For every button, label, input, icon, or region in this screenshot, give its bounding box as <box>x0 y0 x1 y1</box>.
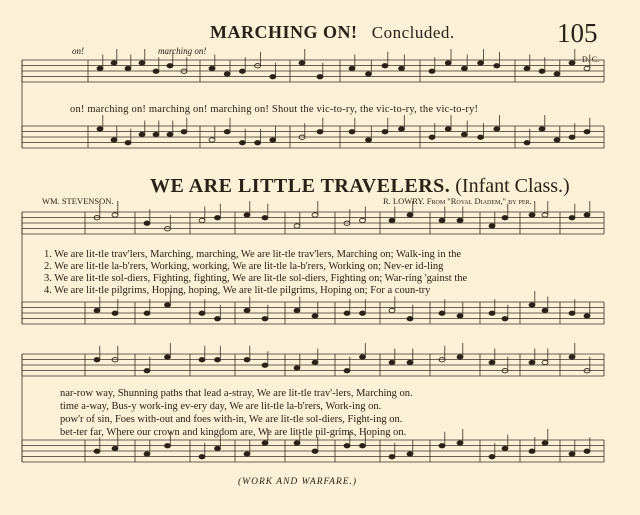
note-head <box>239 141 245 145</box>
note-head <box>199 311 205 315</box>
verse-3b: pow'r of sin, Foes with-out and foes with-in, We are lit-tle sol-diers, Fight-ing on. <box>60 414 403 425</box>
note-head <box>112 311 118 315</box>
note-head <box>584 66 590 70</box>
note-head <box>542 308 548 312</box>
note-head <box>94 308 100 312</box>
note-head <box>199 218 205 222</box>
note-head <box>569 216 575 220</box>
note-head <box>360 355 366 359</box>
note-head <box>144 311 150 315</box>
title-main-2: WE ARE LITTLE TRAVELERS. <box>150 175 451 197</box>
note-head <box>112 446 118 450</box>
note-head <box>554 72 560 76</box>
note-head <box>244 358 250 362</box>
note-head <box>439 311 445 315</box>
note-head <box>542 441 548 445</box>
footer-caption: (WORK AND WARFARE.) <box>238 477 358 487</box>
note-head <box>270 75 276 79</box>
note-head <box>97 66 103 70</box>
note-head <box>382 130 388 134</box>
verse-4b: bet-ter far, Where our crown and kingdom are, We are lit-tle pil-grims, Hoping on. <box>60 427 407 438</box>
dc-mark: D. C. <box>582 55 600 64</box>
note-head <box>360 444 366 448</box>
note-head <box>457 218 463 222</box>
note-head <box>294 366 300 370</box>
note-head <box>199 455 205 459</box>
note-head <box>144 452 150 456</box>
note-head <box>524 141 530 145</box>
note-head <box>360 218 366 222</box>
note-head <box>524 66 530 70</box>
author-credit: WM. STEVENSON. <box>42 196 114 206</box>
note-head <box>317 130 323 134</box>
note-head <box>209 66 215 70</box>
note-head <box>461 132 467 136</box>
note-head <box>542 360 548 364</box>
note-head <box>382 64 388 68</box>
cue-mid: marching on! <box>158 46 207 56</box>
note-head <box>445 127 451 131</box>
note-head <box>584 314 590 318</box>
note-head <box>165 355 171 359</box>
note-head <box>407 360 413 364</box>
note-head <box>349 130 355 134</box>
note-head <box>165 303 171 307</box>
note-head <box>489 311 495 315</box>
verse-2b: time a-way, Bus-y work-ing ev-ery day, We are lit-tle la-b'rers, Work-ing on. <box>60 401 382 412</box>
note-head <box>539 69 545 73</box>
note-head <box>389 455 395 459</box>
note-head <box>457 441 463 445</box>
note-head <box>360 311 366 315</box>
note-head <box>244 308 250 312</box>
title-sub: Concluded. <box>371 23 455 42</box>
note-head <box>569 135 575 139</box>
note-head <box>125 66 131 70</box>
note-head <box>125 141 131 145</box>
note-head <box>489 455 495 459</box>
note-head <box>139 61 145 65</box>
note-head <box>215 317 221 321</box>
note-head <box>144 221 150 225</box>
note-head <box>542 213 548 217</box>
note-head <box>584 449 590 453</box>
note-head <box>494 64 500 68</box>
note-head <box>111 138 117 142</box>
note-head <box>244 452 250 456</box>
note-head <box>215 216 221 220</box>
note-head <box>181 130 187 134</box>
note-head <box>439 218 445 222</box>
note-head <box>165 444 171 448</box>
note-head <box>457 314 463 318</box>
verse-4a: 4. We are lit-tle pilgrims, Hoping, hoping, We are lit-tle pilgrims, Hoping on; For a coun-try <box>44 285 431 296</box>
note-head <box>399 66 405 70</box>
note-head <box>457 355 463 359</box>
note-head <box>344 369 350 373</box>
note-head <box>439 444 445 448</box>
title-main: MARCHING ON! <box>210 22 358 42</box>
note-head <box>94 449 100 453</box>
note-head <box>153 69 159 73</box>
note-head <box>294 308 300 312</box>
note-head <box>262 441 268 445</box>
note-head <box>539 127 545 131</box>
note-head <box>569 355 575 359</box>
note-head <box>554 138 560 142</box>
note-head <box>167 132 173 136</box>
note-head <box>294 441 300 445</box>
note-head <box>389 360 395 364</box>
note-head <box>199 358 205 362</box>
note-head <box>97 127 103 131</box>
note-head <box>144 369 150 373</box>
verse-3a: 3. We are lit-tle sol-diers, Fighting, fighting, We are lit-tle sol-diers, Fighting on; War-ring 'gainst the <box>44 273 468 284</box>
note-head <box>366 72 372 76</box>
note-head <box>209 138 215 142</box>
note-head <box>529 303 535 307</box>
note-head <box>111 61 117 65</box>
note-head <box>429 135 435 139</box>
verse-1b: nar-row way, Shunning paths that lead a-stray, We are lit-tle trav'-lers, Marching on. <box>60 388 413 399</box>
note-head <box>489 224 495 228</box>
note-head <box>399 127 405 131</box>
notes <box>94 49 590 459</box>
title-sub-2: (Infant Class.) <box>455 175 570 197</box>
note-head <box>584 130 590 134</box>
note-head <box>478 135 484 139</box>
note-head <box>312 449 318 453</box>
note-head <box>478 61 484 65</box>
staff-lines <box>22 60 604 462</box>
note-head <box>312 360 318 364</box>
note-head <box>262 363 268 367</box>
note-head <box>407 452 413 456</box>
note-head <box>461 66 467 70</box>
note-head <box>312 213 318 217</box>
note-head <box>299 61 305 65</box>
note-head <box>294 224 300 228</box>
note-head <box>407 213 413 217</box>
note-head <box>529 449 535 453</box>
note-head <box>139 132 145 136</box>
note-head <box>255 141 261 145</box>
note-head <box>489 360 495 364</box>
note-head <box>407 317 413 321</box>
note-head <box>502 216 508 220</box>
note-head <box>502 317 508 321</box>
note-head <box>215 446 221 450</box>
song1-lyric: on! marching on! marching on! marching on! Shout the vic-to-ry, the vic-to-ry, the vic-to-ry! <box>70 104 479 115</box>
note-head <box>429 69 435 73</box>
verse-1a: 1. We are lit-tle trav'lers, Marching, marching, We are lit-tle trav'lers, Marching on; Walk-ing in the <box>44 249 462 260</box>
note-head <box>262 216 268 220</box>
note-head <box>569 311 575 315</box>
note-head <box>494 127 500 131</box>
note-head <box>569 61 575 65</box>
note-head <box>239 69 245 73</box>
composer-credit: R. LOWRY. From "Royal Diadem," by per. <box>383 196 532 206</box>
note-head <box>317 75 323 79</box>
note-head <box>312 314 318 318</box>
note-head <box>224 130 230 134</box>
note-head <box>569 452 575 456</box>
note-head <box>215 358 221 362</box>
note-head <box>153 132 159 136</box>
page-number: 105 <box>557 18 598 48</box>
note-head <box>389 308 395 312</box>
note-head <box>224 72 230 76</box>
note-head <box>529 213 535 217</box>
cue-left: on! <box>72 46 84 56</box>
note-head <box>584 213 590 217</box>
note-head <box>445 61 451 65</box>
note-head <box>529 360 535 364</box>
note-head <box>502 446 508 450</box>
note-head <box>167 64 173 68</box>
note-head <box>349 66 355 70</box>
note-head <box>389 218 395 222</box>
verse-2a: 2. We are lit-tle la-b'rers, Working, working, We are lit-tle la-b'rers, Working on; Nev-er id-ling <box>44 261 444 272</box>
note-head <box>262 317 268 321</box>
note-head <box>270 138 276 142</box>
note-head <box>112 213 118 217</box>
note-head <box>344 444 350 448</box>
note-head <box>244 213 250 217</box>
note-head <box>366 138 372 142</box>
note-head <box>94 358 100 362</box>
note-head <box>344 311 350 315</box>
